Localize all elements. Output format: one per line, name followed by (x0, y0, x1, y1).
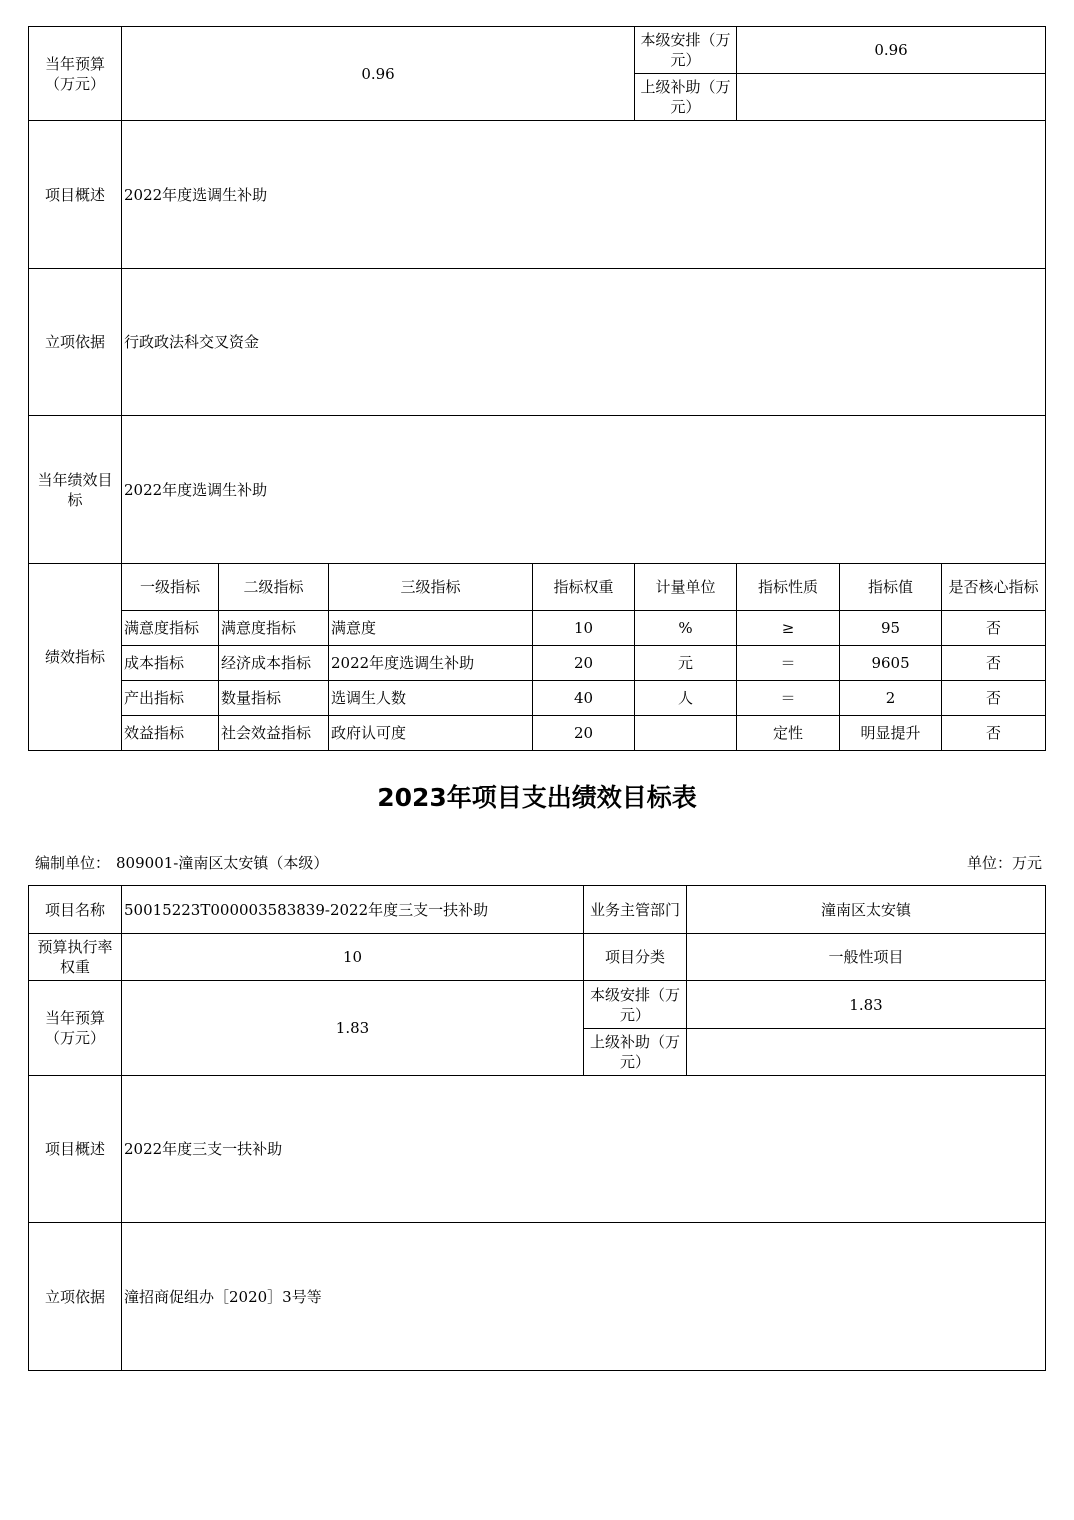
cell-weight: 20 (533, 716, 635, 751)
overview-label: 项目概述 (29, 1076, 122, 1223)
cell-level3: 满意度 (329, 611, 533, 646)
cell-level2: 经济成本指标 (219, 646, 329, 681)
performance-indicators-label: 绩效指标 (29, 564, 122, 751)
cell-level1: 产出指标 (122, 681, 219, 716)
category-value: 一般性项目 (687, 934, 1046, 981)
cell-unit: 元 (635, 646, 737, 681)
header-weight: 指标权重 (533, 564, 635, 611)
header-value: 指标值 (840, 564, 942, 611)
basis-label: 立项依据 (29, 1223, 122, 1371)
cell-core: 否 (942, 646, 1046, 681)
cell-weight: 20 (533, 646, 635, 681)
basis-value: 潼招商促组办［2020］3号等 (122, 1223, 1046, 1371)
department-value: 潼南区太安镇 (687, 886, 1046, 934)
cell-value: 9605 (840, 646, 942, 681)
cell-unit: 人 (635, 681, 737, 716)
budget-label: 当年预算（万元） (29, 981, 122, 1076)
cell-level2: 满意度指标 (219, 611, 329, 646)
page-title: 2023年项目支出绩效目标表 (377, 783, 697, 812)
cell-level1: 效益指标 (122, 716, 219, 751)
cell-nature: ≥ (737, 611, 840, 646)
level-arrangement-value: 0.96 (737, 27, 1046, 74)
header-level1: 一级指标 (122, 564, 219, 611)
cell-level3: 2022年度选调生补助 (329, 646, 533, 681)
cell-level1: 成本指标 (122, 646, 219, 681)
execution-rate-value: 10 (122, 934, 584, 981)
cell-core: 否 (942, 611, 1046, 646)
execution-rate-label: 预算执行率权重 (29, 934, 122, 981)
cell-level3: 政府认可度 (329, 716, 533, 751)
cell-weight: 10 (533, 611, 635, 646)
indicator-row (29, 611, 1046, 646)
compiling-unit-value: 809001-潼南区太安镇（本级） (116, 854, 329, 872)
basis-label: 立项依据 (29, 269, 122, 416)
upper-subsidy-value (687, 1029, 1046, 1076)
header-unit: 计量单位 (635, 564, 737, 611)
cell-weight: 40 (533, 681, 635, 716)
header-level3: 三级指标 (329, 564, 533, 611)
cell-level2: 社会效益指标 (219, 716, 329, 751)
cell-value: 95 (840, 611, 942, 646)
cell-level3: 选调生人数 (329, 681, 533, 716)
cell-unit (635, 716, 737, 751)
header-nature: 指标性质 (737, 564, 840, 611)
cell-value: 2 (840, 681, 942, 716)
category-label: 项目分类 (584, 934, 687, 981)
cell-level2: 数量指标 (219, 681, 329, 716)
cell-nature: ＝ (737, 646, 840, 681)
performance-table-1 (28, 26, 1046, 751)
level-arrangement-label: 本级安排（万元） (635, 27, 737, 74)
overview-value: 2022年度选调生补助 (122, 121, 1046, 269)
overview-value: 2022年度三支一扶补助 (122, 1076, 1046, 1223)
upper-subsidy-label: 上级补助（万元） (584, 1029, 687, 1076)
project-name-label: 项目名称 (29, 886, 122, 934)
level-arrangement-value: 1.83 (687, 981, 1046, 1029)
unit-note: 单位：万元 (966, 854, 1042, 872)
cell-core: 否 (942, 681, 1046, 716)
upper-subsidy-value (737, 74, 1046, 121)
annual-goal-value: 2022年度选调生补助 (122, 416, 1046, 564)
upper-subsidy-label: 上级补助（万元） (635, 74, 737, 121)
performance-table-2 (28, 885, 1046, 1371)
cell-core: 否 (942, 716, 1046, 751)
level-arrangement-label: 本级安排（万元） (584, 981, 687, 1029)
budget-label: 当年预算（万元） (29, 27, 122, 121)
header-level2: 二级指标 (219, 564, 329, 611)
department-label: 业务主管部门 (584, 886, 687, 934)
cell-nature: ＝ (737, 681, 840, 716)
annual-goal-label: 当年绩效目标 (29, 416, 122, 564)
compiling-unit-label: 编制单位： (35, 854, 111, 872)
budget-value: 0.96 (122, 27, 635, 121)
basis-value: 行政政法科交叉资金 (122, 269, 1046, 416)
indicator-row (29, 716, 1046, 751)
cell-value: 明显提升 (840, 716, 942, 751)
overview-label: 项目概述 (29, 121, 122, 269)
indicator-row (29, 681, 1046, 716)
cell-nature: 定性 (737, 716, 840, 751)
compiling-unit (35, 852, 328, 873)
project-name-value: 50015223T000003583839-2022年度三支一扶补助 (122, 886, 584, 934)
cell-unit: % (635, 611, 737, 646)
indicator-row (29, 646, 1046, 681)
header-core: 是否核心指标 (942, 564, 1046, 611)
budget-value: 1.83 (122, 981, 584, 1076)
cell-level1: 满意度指标 (122, 611, 219, 646)
